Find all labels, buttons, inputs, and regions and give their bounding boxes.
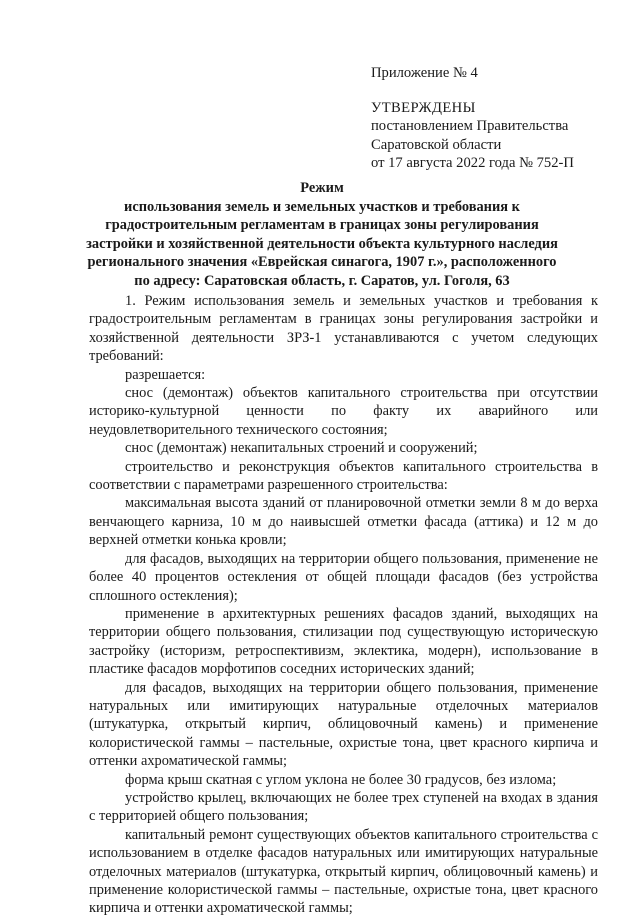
- paragraph: форма крыш скатная с углом уклона не более 30 градусов, без излома;: [125, 771, 557, 788]
- paragraph: разрешается:: [125, 366, 206, 383]
- approved-date: от 17 августа 2022 года № 752-П: [371, 155, 574, 172]
- paragraph: устройство крылец, включающих не более трех ступеней на входах в здания с территорией общего пользования;: [89, 789, 598, 825]
- approval-header: [371, 64, 621, 173]
- approved-stamp: УТВЕРЖДЕНЫ: [371, 99, 476, 116]
- document-body: [89, 292, 598, 918]
- paragraph: 1. Режим использования земель и земельных участков и требования к градостроительным регламентам в границах зоны регулирования застройки и хозяйственной деятельности ЗРЗ-1 устанавливаются с учетом следующих требований:: [89, 293, 598, 365]
- document-title: [82, 179, 562, 290]
- paragraph: для фасадов, выходящих на территории общего пользования, применение натуральных или имитирующих натуральные отделочных материалов (штукатурка, открытый кирпич, облицовочный камень) и применение колористической гаммы – пастельные, охристые тона, цвет красного кирпича и оттенки ахроматической гаммы;: [89, 679, 598, 770]
- approved-by-line-1: постановлением Правительства: [371, 118, 569, 135]
- paragraph: снос (демонтаж) некапитальных строений и сооружений;: [125, 440, 478, 457]
- paragraph: максимальная высота зданий от планировочной отметки земли 8 м до верха венчающего карниза, 10 м до наивысшей отметки фасада (аттика) и 12 м до верхней отметки конька кровли;: [89, 495, 598, 549]
- paragraph: снос (демонтаж) объектов капитального строительства при отсутствии историко-культурной ценности по факту их аварийного или неудовлетворительного технического состояния;: [89, 385, 598, 438]
- paragraph: строительство и реконструкция объектов капитального строительства в соответствии с параметрами разрешенного строительства:: [89, 458, 598, 494]
- title-text: использования земель и земельных участков и требования к градостроительным регламентам в границах зоны регулирования застройки и хозяйственной деятельности объекта культурного наследия регионального значения «Еврейская синагога, 1907 г.», расположенного по адресу: Саратовская область, г. Саратов, ул. Гоголя, 63: [86, 198, 558, 289]
- approved-by-line-2: Саратовской области: [371, 136, 502, 153]
- paragraph: для фасадов, выходящих на территории общего пользования, применение не более 40 процентов остекления от общей площади фасадов (без устройства сплошного остекления);: [89, 550, 598, 604]
- paragraph: применение в архитектурных решениях фасадов зданий, выходящих на территории общего пользования, стилизации под существующую историческую застройку (историзм, ретроспективизм, эклектика, модерн), использование в пластике фасадов морфотипов соседних исторических зданий;: [89, 605, 598, 678]
- paragraph: капитальный ремонт существующих объектов капитального строительства с использованием в отделке фасадов натуральных или имитирующих натуральные отделочных материалов (штукатурка, открытый кирпич, облицовочный камень) и применение колористической гаммы – пастельные, охристые тона, цвет красного кирпича и оттенки ахроматической гаммы;: [89, 826, 598, 917]
- title-heading: Режим: [300, 180, 344, 196]
- appendix-label: Приложение № 4: [371, 65, 478, 81]
